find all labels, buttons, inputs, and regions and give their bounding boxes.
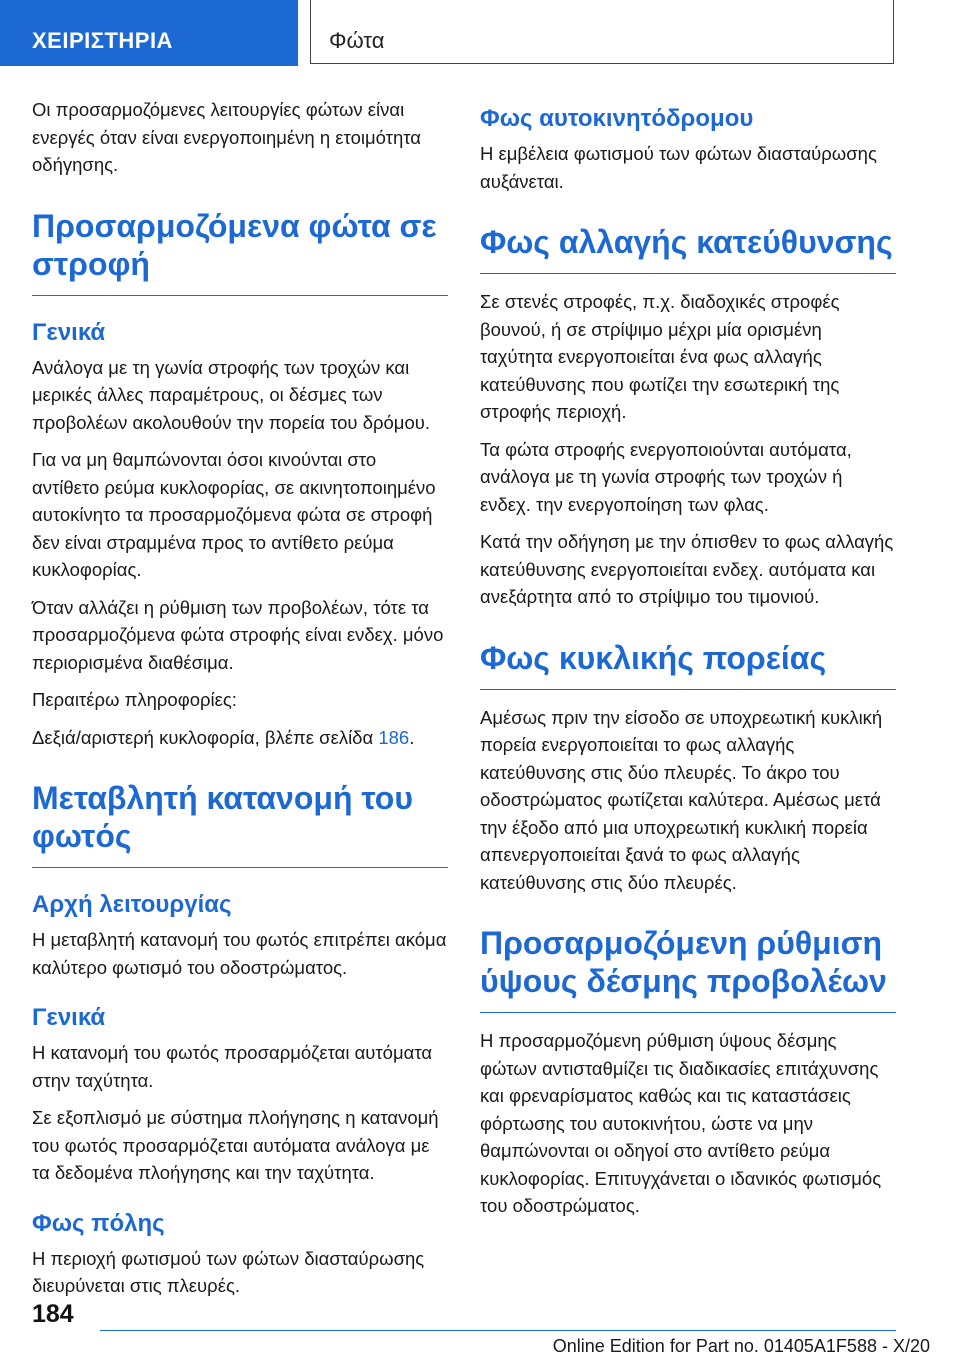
paragraph: Σε εξοπλισμό με σύστημα πλοήγησης η κατανομή του φωτός προσαρμόζεται αυτόματα ανάλογα με τα δεδομένα πλοήγησης και την ταχύτητα.	[32, 1107, 439, 1183]
paragraph: Κατά την οδήγηση με την όπισθεν το φως αλλαγής κατεύθυνσης ενεργοποιείται ενδεχ. αυτόματα και ανεξάρτητα από το στρίψιμο του τιμονιού.	[480, 531, 894, 607]
paragraph: Η μεταβλητή κατανομή του φωτός επιτρέπει ακόμα καλύτερο φωτισμό του οδοστρώματος.	[32, 929, 447, 978]
left-column	[32, 96, 448, 1310]
subheading-principle: Αρχή λειτουργίας	[32, 891, 232, 918]
paragraph: Για να μη θαμπώνονται όσοι κινούνται στο αντίθετο ρεύμα κυκλοφορίας, σε ακινητοποιημένο αυτοκίνητο τα προσαρμοζόμενα φώτα σε στροφή δεν είναι στραμμένα προς το αντίθετο ρεύμα κυκλοφορίας.	[32, 449, 436, 580]
heading-roundabout-light: Φως κυκλικής πορείας	[480, 639, 896, 690]
section-title: ΧΕΙΡΙΣΤΗΡΙΑ	[32, 28, 173, 53]
right-column	[480, 96, 896, 1230]
intro-paragraph: Οι προσαρμοζόμενες λειτουργίες φώτων είναι ενεργές όταν είναι ενεργοποιημένη η ετοιμότητα οδήγησης.	[32, 99, 421, 175]
subheading-city-light: Φως πόλης	[32, 1209, 165, 1237]
page-number: 184	[32, 1300, 74, 1328]
heading-turning-light: Φως αλλαγής κατεύθυνσης	[480, 223, 896, 274]
heading-adaptive-turn-lights: Προσαρμοζόμενα φώτα σε στροφή	[32, 207, 448, 296]
subheading-highway-light: Φως αυτοκινητόδρομου	[480, 105, 754, 132]
chapter-tab[interactable]	[310, 0, 894, 64]
section-tab[interactable]	[0, 0, 298, 66]
paragraph: Η περιοχή φωτισμού των φώτων διασταύρωσης διευρύνεται στις πλευρές.	[32, 1247, 425, 1296]
subheading-general: Γενικά	[32, 1004, 106, 1031]
cross-reference-end: .	[409, 726, 415, 748]
paragraph: Σε στενές στροφές, π.χ. διαδοχικές στροφές βουνού, ή σε στρίψιμο μέχρι μία ορισμένη ταχύτητα ενεργοποιείται ένα φως αλλαγής κατεύθυνσης που φωτίζει την εσωτερική της στροφής περιοχή.	[480, 291, 840, 422]
paragraph: Τα φώτα στροφής ενεργοποιούνται αυτόματα, ανάλογα με τη γωνία στροφής των τροχών ή ενδεχ. την ενεργοποίηση των φλας.	[480, 438, 852, 515]
footer-divider	[100, 1330, 896, 1331]
paragraph: Η εμβέλεια φωτισμού των φώτων διασταύρωσης αυξάνεται.	[480, 143, 877, 192]
paragraph: Περαιτέρω πληροφορίες:	[32, 689, 237, 710]
paragraph: Η προσαρμοζόμενη ρύθμιση ύψους δέσμης φώτων αντισταθμίζει τις διαδικασίες επιτάχυνσης και φρεναρίσματος καθώς και τις καταστάσεις φόρτωσης του αυτοκινήτου, ώστε να μην θαμπώνονται οι οδηγοί στο αντίθετο ρεύμα κυκλοφορίας. Επιτυγχάνεται ο ιδανικός φωτισμός του οδοστρώματος.	[480, 1030, 882, 1216]
chapter-title: Φώτα	[329, 28, 385, 53]
paragraph: Ανάλογα με τη γωνία στροφής των τροχών και μερικές άλλες παραμέτρους, οι δέσμες των προβολέων ακολουθούν την πορεία του δρόμου.	[32, 356, 431, 433]
heading-adaptive-beam-height: Προσαρμοζόμενη ρύθμιση ύψους δέσμης προβολέων	[480, 924, 896, 1013]
cross-reference-text: Δεξιά/αριστερή κυκλοφορία, βλέπε σελίδα	[32, 726, 379, 748]
subheading-general: Γενικά	[32, 318, 106, 346]
paragraph: Η κατανομή του φωτός προσαρμόζεται αυτόματα στην ταχύτητα.	[32, 1042, 433, 1091]
cross-reference	[32, 724, 448, 752]
paragraph: Αμέσως πριν την είσοδο σε υποχρεωτική κυκλική πορεία ενεργοποιείται το φως αλλαγής κατεύθυνσης στις δύο πλευρές. Το άκρο του οδοστρώματος φωτίζεται καλύτερα. Αμέσως μετά την έξοδο από μια υποχρεωτική κυκλική πορεία απενεργοποιείται ξανά το φως αλλαγής κατεύθυνσης στις δύο πλευρές.	[480, 706, 883, 893]
page-link-186[interactable]: 186	[378, 726, 410, 748]
edition-text: Online Edition for Part no. 01405A1F588 - X/20	[552, 1336, 930, 1356]
paragraph: Όταν αλλάζει η ρύθμιση των προβολέων, τότε τα προσαρμοζόμενα φώτα στροφής είναι ενδεχ. μόνο περιορισμένα διαθέσιμα.	[32, 596, 444, 673]
heading-variable-light-distribution: Μεταβλητή κατανομή του φωτός	[32, 779, 448, 868]
